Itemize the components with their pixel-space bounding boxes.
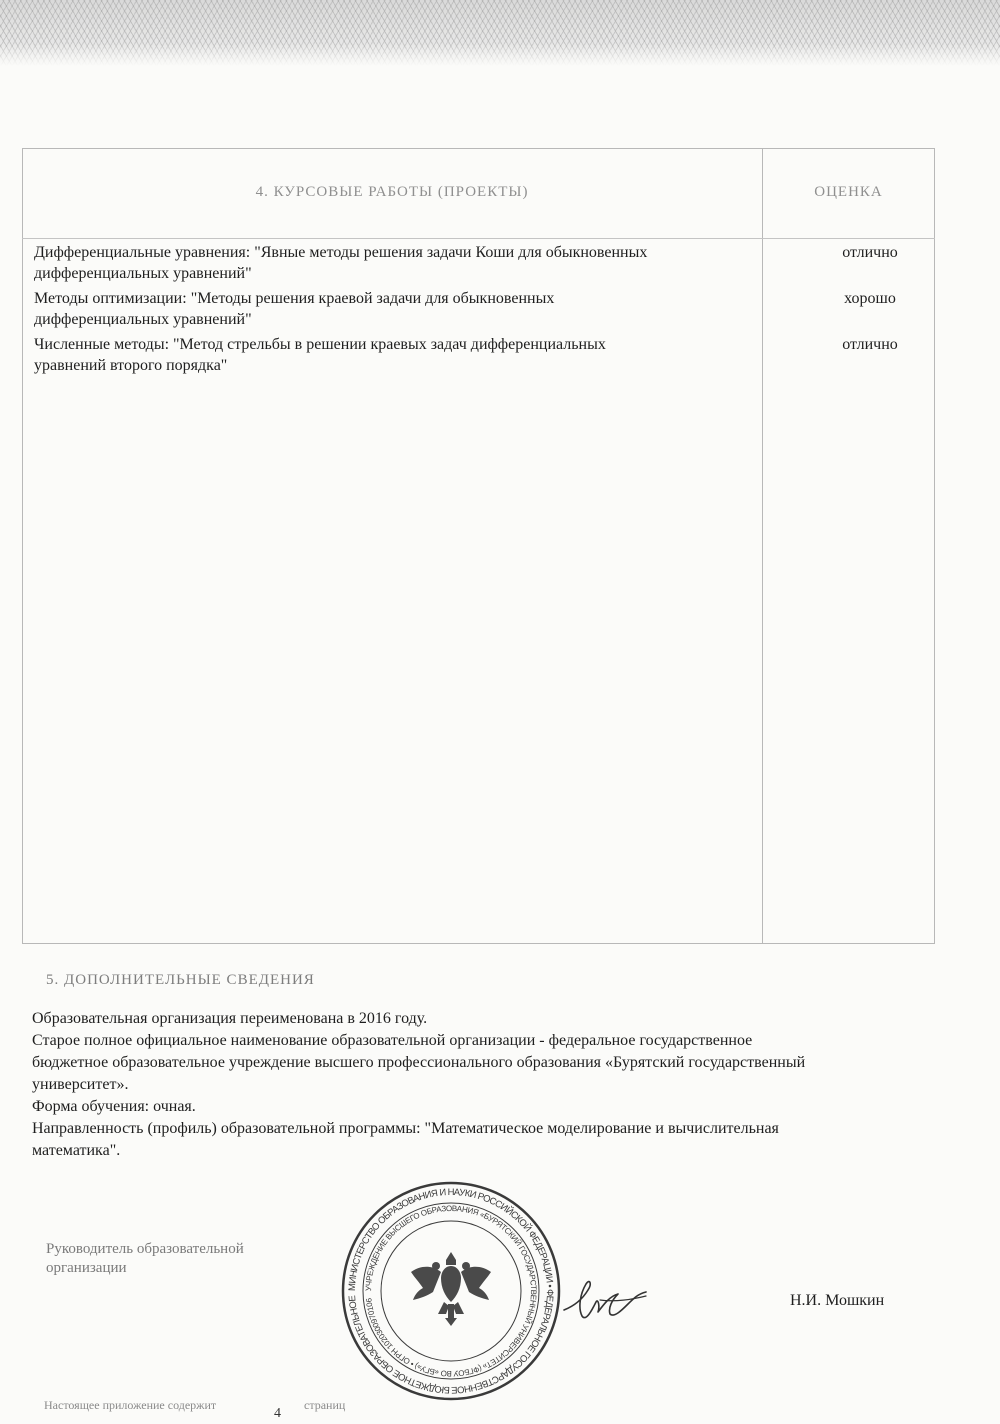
coursework-title-line: Численные методы: "Метод стрельбы в решении краевых задач дифференциальных bbox=[34, 336, 606, 353]
head-of-organization-name: Н.И. Мошкин bbox=[790, 1292, 885, 1309]
coursework-grade: отлично bbox=[842, 244, 898, 261]
coursework-row bbox=[34, 288, 754, 330]
coursework-grade: отлично bbox=[842, 336, 898, 353]
coursework-title-line: Методы оптимизации: "Методы решения краевой задачи для обыкновенных bbox=[34, 290, 555, 307]
additional-info-heading: 5. ДОПОЛНИТЕЛЬНЫЕ СВЕДЕНИЯ bbox=[46, 972, 315, 988]
security-pattern-band bbox=[0, 0, 1000, 66]
handwritten-signature-icon bbox=[560, 1272, 670, 1332]
coursework-grade: хорошо bbox=[844, 290, 896, 307]
grade-heading: ОЦЕНКА bbox=[814, 184, 883, 200]
head-label-line: организации bbox=[46, 1260, 127, 1276]
grade-column-divider bbox=[762, 148, 763, 944]
footer-prefix: Настоящее приложение содержит bbox=[44, 1398, 217, 1412]
footer-suffix: страниц bbox=[304, 1398, 346, 1412]
coursework-heading: 4. КУРСОВЫЕ РАБОТЫ (ПРОЕКТЫ) bbox=[255, 184, 529, 200]
info-line: университет». bbox=[32, 1076, 129, 1093]
head-of-organization-label bbox=[46, 1240, 306, 1278]
coursework-title-line: дифференциальных уравнений" bbox=[34, 311, 252, 328]
info-line: Форма обучения: очная. bbox=[32, 1098, 196, 1115]
coursework-row bbox=[34, 242, 754, 284]
info-line: Образовательная организация переименована в 2016 году. bbox=[32, 1010, 428, 1027]
info-line: бюджетное образовательное учреждение высшего профессионального образования «Бурятский государственный bbox=[32, 1054, 806, 1071]
info-line: математика". bbox=[32, 1142, 121, 1159]
footer-page-count: 4 bbox=[274, 1406, 281, 1421]
head-label-line: Руководитель образовательной bbox=[46, 1241, 244, 1257]
coursework-title-line: Дифференциальные уравнения: "Явные методы решения задачи Коши для обыкновенных bbox=[34, 244, 648, 261]
info-line: Направленность (профиль) образовательной программы: "Математическое моделирование и вычислительная bbox=[32, 1120, 779, 1137]
coursework-title-line: уравнений второго порядка" bbox=[34, 357, 228, 374]
additional-info-text bbox=[32, 1008, 912, 1162]
coursework-title-line: дифференциальных уравнений" bbox=[34, 265, 252, 282]
seal-outer-text: МИНИСТЕРСТВО ОБРАЗОВАНИЯ И НАУКИ РОССИЙСКОЙ ФЕДЕРАЦИИ • ФЕДЕРАЛЬНОЕ ГОСУДАРСТВЕННОЕ БЮДЖЕТНОЕ ОБРАЗОВАТЕЛЬНОЕ bbox=[346, 1186, 556, 1396]
info-line: Старое полное официальное наименование образовательной организации - федеральное государственное bbox=[32, 1032, 753, 1049]
coursework-row bbox=[34, 334, 754, 376]
double-headed-eagle-icon bbox=[411, 1252, 491, 1326]
seal-inner-text: УЧРЕЖДЕНИЕ ВЫСШЕГО ОБРАЗОВАНИЯ «БУРЯТСКИЙ ГОСУДАРСТВЕННЫЙ УНИВЕРСИТЕТ» (ФГБОУ ВО «БГУ») • ОГРН 1020300970106 bbox=[363, 1203, 539, 1379]
official-seal-icon bbox=[340, 1180, 562, 1402]
table-header-divider bbox=[22, 238, 935, 239]
